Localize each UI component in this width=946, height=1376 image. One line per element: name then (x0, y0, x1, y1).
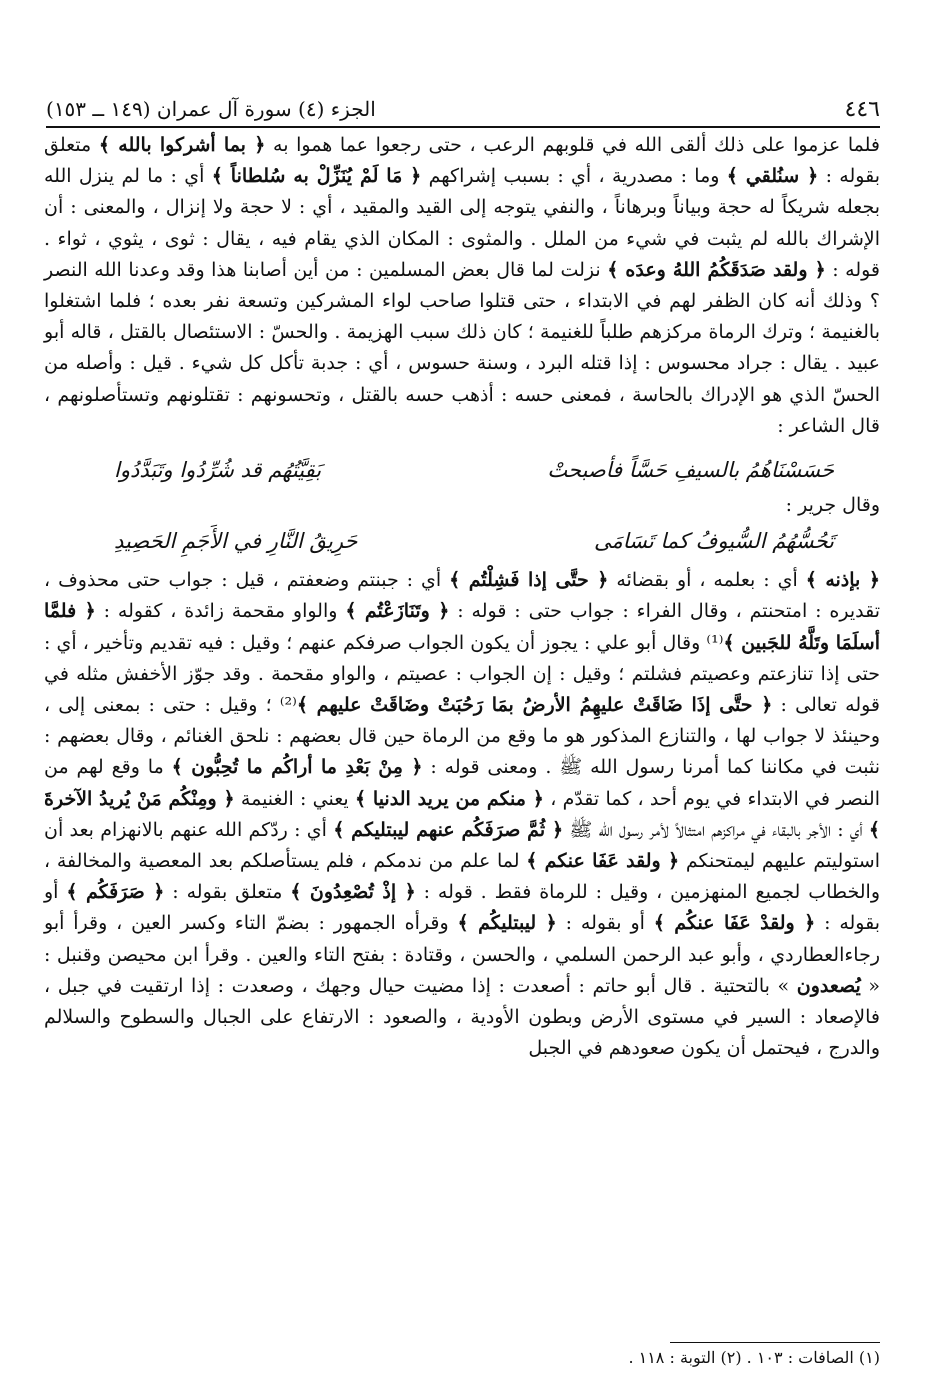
text-run: أي : جبنتم وضعفتم ، قيل : جواب حتى محذوف ، تقديره : امتحنتم ، وقال الفراء : جواب حتى : قوله : (44, 569, 880, 623)
quran-quote: ﴿ مَا لَمْ يُنَزِّلْ به سُلطاناً ﴾ (211, 165, 422, 188)
text-run: والواو مقحمة زائدة ، كقوله : (95, 600, 346, 623)
text-run: لما علم من ندمكم ، فلم يستأصلكم بعد المعصية والمخالفة ، والخطاب لجميع المنهزمين ، وقيل : للرماة فقط . قوله : (44, 850, 881, 904)
quran-quote: ﴿ وتَنَازَعْتُم ﴾ (345, 600, 450, 623)
quran-quote: ﴿ مِنْ بَعْدِ ما أراكُم ما تُحِبُّون ﴾ (171, 756, 423, 779)
text-run: أي : ما لم ينزل الله بجعله شريكاً له حجة وبياناً وبرهاناً ، والنفي يتوجه إلى القيد والمقيد ، أي : لا حجة ولا إنزال ، والمعنى : أن الإشراك بالله لم يثبت في شيء من الملل . والمثوى : المكان الذي يقام فيه ، يقال : ثوى ، يثوي ، ثواء . قوله : (44, 165, 881, 281)
page-number: ٤٤٦ (844, 96, 880, 122)
quran-quote: ﴿ حتَّى إذَا ضَاقَتْ عليهِمُ الأرضُ بمَا رَحُبَتْ وضَاقَتْ عليهم ﴾ (296, 694, 773, 717)
text-run: أي : ردّكم الله عنهم بالانهزام بعد أن استوليتم عليهم ليمتحنكم (44, 818, 881, 873)
verse-hemistich-left: بَقِيَّتُهُم قد شُرِّدُوا وتَبَدَّدُوا (114, 458, 322, 483)
text-run: وقرأه الجمهور : بضمّ التاء وكسر العين ، وقرأ أبو رجاءالعطاردي ، وأبو عبد الرحمن السلمي ، والحسن ، وقتادة : بفتح التاء والعين . وقرأ ابن محيصن وقنبل : « (44, 912, 880, 997)
quran-quote: ﴿ ولقد صَدَقَكُمُ اللهُ وعدَه ﴾ (607, 258, 826, 281)
quran-quote: يُصعدون (796, 974, 861, 997)
footnote: (١) الصافات : ١٠٣ . (٢) التوبة : ١١٨ . (628, 1348, 880, 1367)
text-run: أي : بعلمه ، أو بقضائه (608, 569, 806, 592)
poet-intro: وقال جرير : (785, 494, 880, 517)
quran-quote: ﴿ ولقدْ عَفَا عنكُم ﴾ (653, 912, 816, 935)
text-run: يعني : الغنيمة (234, 787, 355, 810)
quran-quote: ﴿ منكم من يريد الدنيا ﴾ (354, 787, 544, 810)
text-run: أي : الأجر بالبقاء في مراكزهم امتثالاً لأمر رسول الله ﷺ (563, 818, 869, 841)
text-run: متعلق بقوله : (164, 881, 291, 904)
poetry-verse (44, 450, 880, 490)
poetry-verse (44, 521, 880, 561)
paragraph (44, 565, 880, 1064)
verse-hemistich-left: حَرِيقُ النَّارِ في الأَجَمِ الحَصِيدِ (114, 529, 358, 554)
text-run: أو بقوله : (44, 881, 881, 935)
quran-quote: ﴿ فلمَّا أسلَمَا وتَلَّهُ للجَبين ﴾ (44, 600, 880, 654)
body-text (44, 130, 880, 1064)
page-header (46, 94, 880, 124)
quran-quote: ﴿ حتَّى إذا فَشِلْتُم ﴾ (449, 569, 609, 592)
verse-hemistich-right: حَسَسْنَاهُمُ بالسيفِ حَسَّاً فأصبحتْ (547, 458, 834, 483)
quran-quote: ﴿ ثُمَّ صرَفَكُم عنهم ليبتليكم ﴾ (333, 818, 564, 841)
text-run: أو بقوله : (556, 912, 654, 935)
header-rule (46, 126, 880, 128)
text-run: فلما عزموا على ذلك ألقى الله في قلوبهم الرعب ، حتى رجعوا عما هموا به (265, 134, 880, 156)
running-title: الجزء (٤) سورة آل عمران (١٤٩ ــ ١٥٣) (46, 97, 376, 121)
quran-quote: ﴿ صَرَفَكُم ﴾ (66, 881, 165, 904)
quran-quote: ﴿ ليبتليكُم ﴾ (457, 912, 557, 935)
text-run: » بالتحتية . قال أبو حاتم : أصعدت : إذا مضيت حيال وجهك ، وصعدت : إذا ارتقيت في جبل ، فالإصعاد : السير في مستوى الأرض وبطون الأودية ، والصعود : الارتفاع على الجبال والسطوح والسلالم والدرج ، فيحتمل أن يكون صعودهم في الجبل (44, 974, 880, 1060)
quran-quote: ﴿ سنُلقي ﴾ (726, 165, 819, 188)
verse-hemistich-right: تَحُسُّهُمُ السُّيوفُ كما تَسَامَى (593, 529, 834, 554)
text-run: وما : مصدرية ، أي : بسبب إشراكهم (421, 165, 727, 188)
quran-quote: ﴿ ومِنْكُم مَنْ يُريدُ الآخرةَ ﴾ (44, 787, 881, 841)
text-run: ما وقع لهم من النصر في الابتداء في يوم أحد ، كما تقدّم ، (44, 756, 880, 810)
quran-quote: ﴿ إذْ تُصْعِدُونَ ﴾ (290, 881, 416, 904)
quran-quote: ﴿ ولقد عَفَا عنكم ﴾ (526, 850, 680, 873)
quran-quote: ﴿ بما أشركوا بالله ﴾ (98, 134, 266, 156)
text-run: ⁽¹⁾ وقال أبو علي : يجوز أن يكون الجواب صرفكم عنهم ؛ وقيل : فيه تقديم وتأخير ، أي : حتى إذا تنازعتم وعصيتم فشلتم ؛ وقيل : إن الجواب : عصيتم ، والواو مقحمة . وقد جوّز الأخفش مثله في قوله تعالى : (44, 631, 881, 717)
text-run: نزلت لما قال بعض المسلمين : من أين أصابنا هذا وقد وعدنا الله النصر ؟ وذلك أنه كان الظفر لهم في الابتداء ، حتى قتلوا صاحب لواء المشركين وتسعة نفر بعده ؛ فلما اشتغلوا بالغنيمة ؛ وترك الرماة مركزهم طلباً للغنيمة ؛ كان ذلك سبب الهزيمة . والحسّ : الاستئصال بالقتل ، قاله أبو عبيد . يقال : جراد محسوس : إذا قتله البرد ، وسنة حسوس ، أي : جدبة تأكل كل شيء . قيل : وأصله من الحسّ الذي هو الإدراك بالحاسة ، فمعنى حسه : أذهب حسه بالقتل ، وتحسونهم : تقتلونهم وتستأصلونهم ، قال الشاعر : (44, 258, 880, 437)
text-run: متعلق بقوله : (44, 134, 880, 188)
text-run: ⁽²⁾ ؛ وقيل : حتى : بمعنى إلى ، وحينئذ لا جواب لها ، والتنازع المذكور هو ما وقع من الرماة حين قال بعضهم : نلحق الغنائم ، وقال بعضهم : نثبت في مكاننا كما أمرنا رسول الله ﷺ . ومعنى قوله : (44, 694, 880, 779)
paragraph (44, 130, 880, 442)
footnote-rule (670, 1342, 880, 1343)
quran-quote: ﴿ بإذنه ﴾ (805, 569, 880, 592)
